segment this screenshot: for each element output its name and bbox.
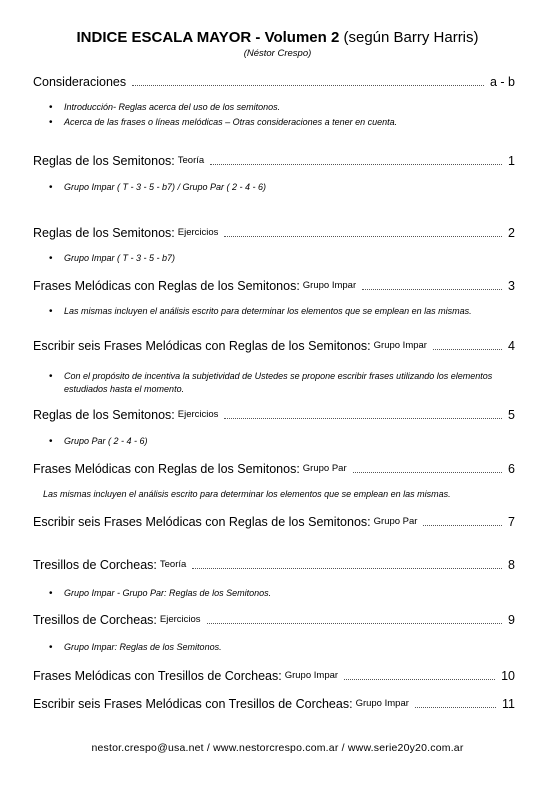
- bullet-item: • Grupo Impar ( T - 3 - 5 - b7): [64, 252, 514, 265]
- contact-footer: nestor.crespo@usa.net / www.nestorcrespo.com.ar / www.serie20y20.com.ar: [91, 742, 464, 754]
- page-number: 1: [508, 154, 515, 168]
- entry-title: Tresillos de Corcheas:: [33, 613, 157, 627]
- toc-entry-reglas-ejercicios-par: [33, 407, 518, 423]
- dot-leader: [353, 472, 502, 473]
- dot-leader: [224, 236, 502, 237]
- toc-entry-reglas-teoria: [33, 153, 518, 169]
- toc-entry-reglas-ejercicios: [33, 225, 518, 241]
- page-number: 5: [508, 408, 515, 422]
- entry-title: Reglas de los Semitonos:: [33, 408, 175, 422]
- entry-subtitle: Grupo Par: [373, 516, 418, 527]
- entry-title: Frases Melódicas con Reglas de los Semitonos:: [33, 279, 300, 293]
- page-number: 2: [508, 226, 515, 240]
- page-title: [0, 29, 555, 47]
- toc-entry-tresillos-ejercicios: [33, 612, 518, 628]
- dot-leader: [344, 679, 495, 680]
- entry-subtitle: Grupo Impar: [302, 280, 357, 291]
- bullet-item: • Grupo Impar: Reglas de los Semitonos.: [64, 641, 514, 654]
- toc-entry-escribir-frases-impar: [33, 338, 518, 354]
- page-number: 11: [502, 697, 515, 711]
- entry-title: Tresillos de Corcheas:: [33, 558, 157, 572]
- entry-title: Frases Melódicas con Tresillos de Corcheas:: [33, 669, 282, 683]
- entry-subtitle: Teoría: [177, 155, 205, 166]
- entry-subtitle: Grupo Par: [302, 463, 347, 474]
- dot-leader: [423, 525, 502, 526]
- entry-subtitle: Grupo Impar: [355, 698, 409, 709]
- dot-leader: [132, 85, 484, 86]
- title-main: INDICE ESCALA MAYOR -: [76, 29, 261, 46]
- dot-leader: [192, 568, 502, 569]
- entry-subtitle: Ejercicios: [177, 409, 219, 420]
- bullet-item: • Las mismas incluyen el análisis escrito para determinar los elementos que se emplean en las mismas.: [64, 305, 514, 318]
- page-number: 4: [508, 339, 515, 353]
- entry-note: Las mismas incluyen el análisis escrito para determinar los elementos que se emplean en las mismas.: [43, 489, 451, 499]
- page-number: 3: [508, 279, 515, 293]
- page-number: 10: [501, 669, 515, 683]
- entry-subtitle: Grupo Impar: [284, 670, 339, 681]
- dot-leader: [207, 623, 503, 624]
- dot-leader: [415, 707, 496, 708]
- toc-entry-consideraciones: [33, 74, 518, 90]
- bullet-item: • Grupo Impar ( T - 3 - 5 - b7) / Grupo Par ( 2 - 4 - 6): [64, 181, 514, 194]
- bullet-item: • Grupo Impar - Grupo Par: Reglas de los Semitonos.: [64, 587, 514, 600]
- entry-title: Escribir seis Frases Melódicas con Reglas de los Semitonos:: [33, 339, 371, 353]
- author: (Néstor Crespo): [243, 48, 312, 59]
- entry-title: Frases Melódicas con Reglas de los Semitonos:: [33, 462, 300, 476]
- page-number: 6: [508, 462, 515, 476]
- toc-entry-escribir-frases-par: [33, 514, 518, 530]
- bullet-item: • Acerca de las frases o líneas melódicas – Otras consideraciones a tener en cuenta.: [64, 116, 514, 129]
- entry-title: Reglas de los Semitonos:: [33, 154, 175, 168]
- entry-title: Escribir seis Frases Melódicas con Tresillos de Corcheas:: [33, 697, 353, 711]
- bullet-item: • Con el propósito de incentiva la subjetividad de Ustedes se propone escribir frases utilizando los elementos estudiados hasta el momento.: [64, 370, 494, 396]
- entry-subtitle: Ejercicios: [159, 614, 201, 625]
- bullet-item: • Grupo Par ( 2 - 4 - 6): [64, 435, 514, 448]
- toc-entry-frases-impar: [33, 278, 518, 294]
- entry-title: Reglas de los Semitonos:: [33, 226, 175, 240]
- entry-title: Consideraciones: [33, 75, 127, 89]
- entry-subtitle: Teoría: [159, 559, 187, 570]
- dot-leader: [224, 418, 502, 419]
- bullet-item: • Introducción- Reglas acerca del uso de los semitonos.: [64, 101, 514, 114]
- toc-entry-frases-par: [33, 461, 518, 477]
- page-number: 7: [508, 515, 515, 529]
- toc-entry-tresillos-teoria: [33, 557, 518, 573]
- title-suffix: (según Barry Harris): [343, 29, 479, 46]
- toc-entry-frases-tresillos: [33, 668, 518, 684]
- page-number: 8: [508, 558, 515, 572]
- toc-entry-escribir-frases-tresillos: [33, 696, 518, 712]
- title-volume: Volumen 2: [264, 29, 340, 46]
- entry-subtitle: Grupo Impar: [373, 340, 427, 351]
- page-number: 9: [508, 613, 515, 627]
- dot-leader: [210, 164, 502, 165]
- entry-subtitle: Ejercicios: [177, 227, 219, 238]
- entry-title: Escribir seis Frases Melódicas con Reglas de los Semitonos:: [33, 515, 371, 529]
- page-number: a - b: [489, 75, 515, 89]
- dot-leader: [433, 349, 502, 350]
- dot-leader: [362, 289, 502, 290]
